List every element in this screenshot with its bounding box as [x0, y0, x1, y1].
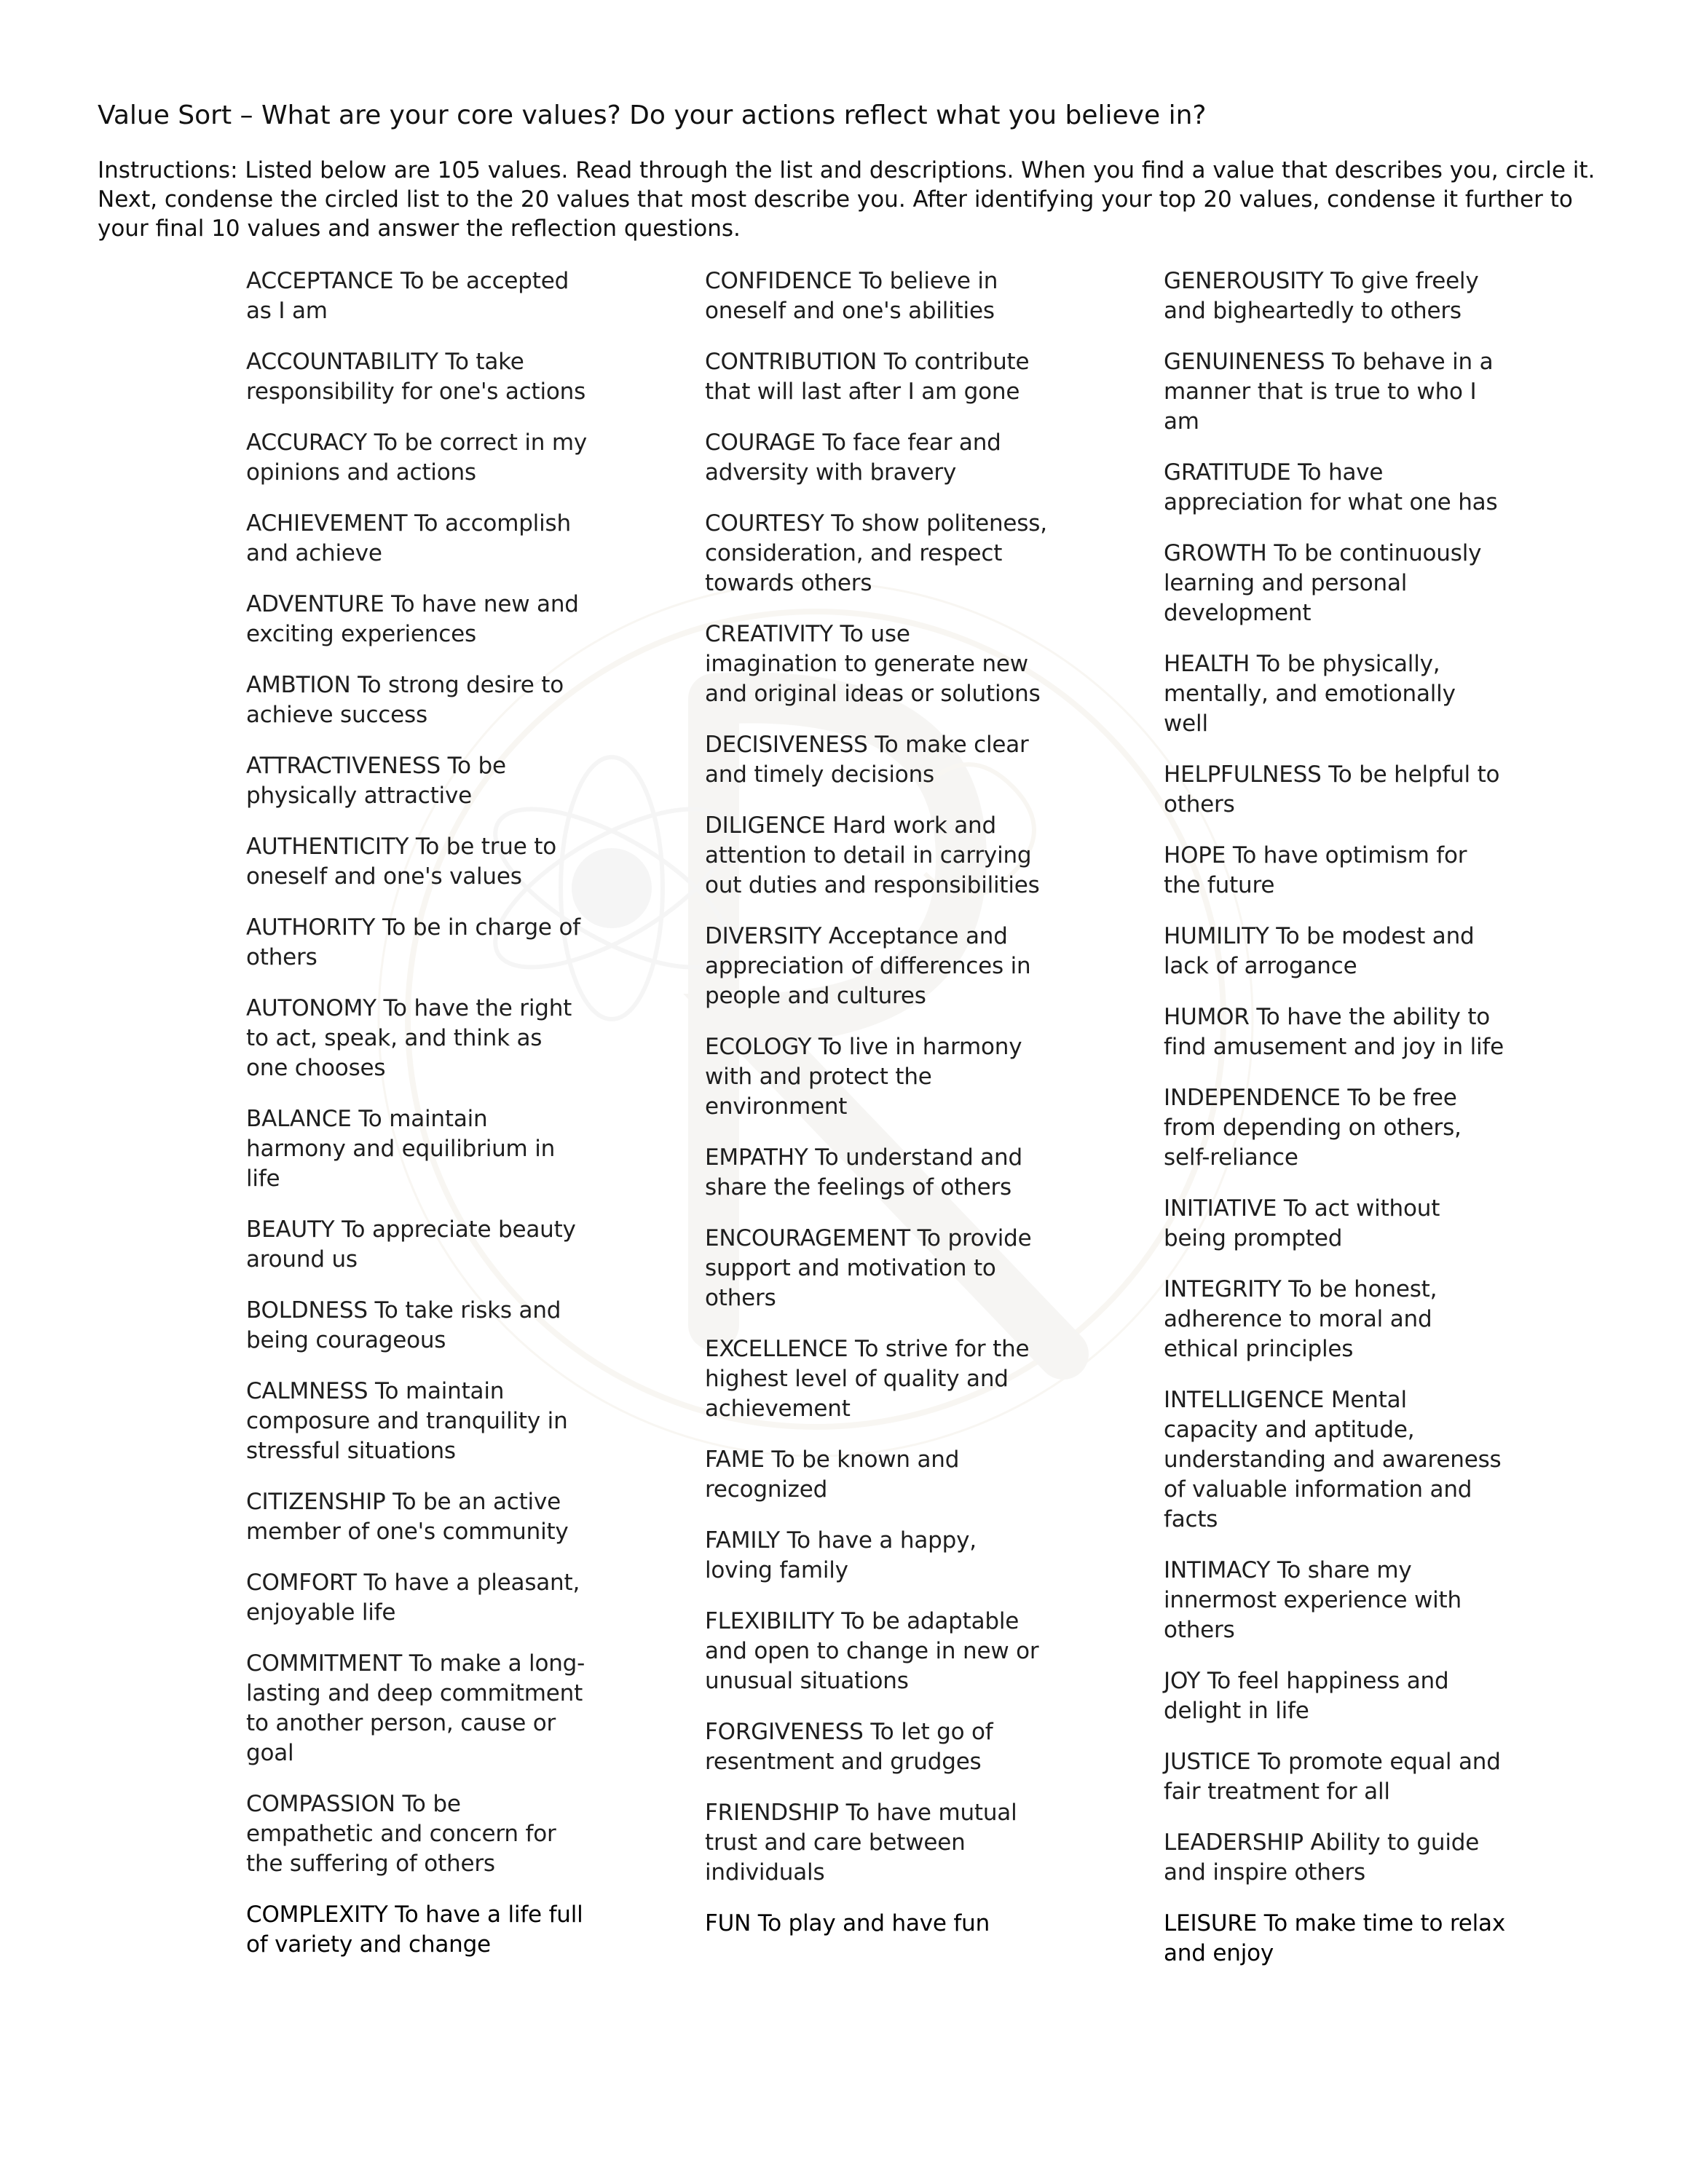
- instructions-paragraph: Instructions: Listed below are 105 values. Read through the list and descriptions. When you find a value that describes you, circle it. Next, condense the circled list to the 20 values that most describe you. After identifying your top 20 values, condense it further to your final 10 values and answer the reflection questions.: [98, 157, 1596, 242]
- values-column-1: [246, 266, 588, 1981]
- value-item: FUN To play and have fun: [705, 1910, 990, 1936]
- value-item: CALMNESS To maintain composure and tranquility in stressful situations: [246, 1378, 568, 1464]
- value-item: INITIATIVE To act without being prompted: [1164, 1195, 1440, 1251]
- value-item: AUTHORITY To be in charge of others: [246, 914, 580, 970]
- value-item: INDEPENDENCE To be free from depending on others, self-reliance: [1164, 1085, 1462, 1171]
- value-item: HOPE To have optimism for the future: [1164, 842, 1467, 898]
- value-item: ACCOUNTABILITY To take responsibility for one's actions: [246, 349, 586, 405]
- value-item: COURTESY To show politeness, consideration, and respect towards others: [705, 510, 1047, 596]
- value-item: ADVENTURE To have new and exciting experiences: [246, 591, 579, 647]
- value-item: FAMILY To have a happy, loving family: [705, 1527, 977, 1583]
- value-item: ECOLOGY To live in harmony with and protect the environment: [705, 1034, 1022, 1120]
- value-item: FLEXIBILITY To be adaptable and open to change in new or unusual situations: [705, 1608, 1039, 1694]
- value-item: ACCURACY To be correct in my opinions and actions: [246, 430, 588, 486]
- value-item: FAME To be known and recognized: [705, 1447, 960, 1503]
- value-item: FORGIVENESS To let go of resentment and grudges: [705, 1719, 993, 1775]
- value-item: HUMOR To have the ability to find amusement and joy in life: [1164, 1004, 1504, 1060]
- value-item: AUTHENTICITY To be true to oneself and one's values: [246, 834, 556, 890]
- value-item: LEADERSHIP Ability to guide and inspire others: [1164, 1829, 1480, 1886]
- value-item: AMBTION To strong desire to achieve success: [246, 672, 564, 728]
- value-item: CONFIDENCE To believe in oneself and one's abilities: [705, 268, 998, 324]
- value-item: CONTRIBUTION To contribute that will last after I am gone: [705, 349, 1030, 405]
- value-item: CREATIVITY To use imagination to generate new and original ideas or solutions: [705, 621, 1041, 707]
- values-column-2: [705, 266, 1047, 1960]
- value-item: GENUINENESS To behave in a manner that is true to who I am: [1164, 349, 1494, 435]
- value-item: GENEROUSITY To give freely and bigheartedly to others: [1164, 268, 1479, 324]
- value-item: GRATITUDE To have appreciation for what one has: [1164, 459, 1498, 515]
- value-item: JUSTICE To promote equal and fair treatment for all: [1164, 1749, 1501, 1805]
- value-item: INTIMACY To share my innermost experience with others: [1164, 1557, 1462, 1643]
- value-item: COMFORT To have a pleasant, enjoyable life: [246, 1570, 580, 1626]
- value-item: CITIZENSHIP To be an active member of one's community: [246, 1489, 569, 1545]
- value-item: HELPFULNESS To be helpful to others: [1164, 761, 1500, 818]
- value-item: COMPLEXITY To have a life full of variety and change: [246, 1902, 583, 1958]
- value-item: AUTONOMY To have the right to act, speak, and think as one chooses: [246, 995, 572, 1081]
- value-item: DILIGENCE Hard work and attention to detail in carrying out duties and responsibilities: [705, 812, 1040, 898]
- value-item: ACCEPTANCE To be accepted as I am: [246, 268, 569, 324]
- value-item: HUMILITY To be modest and lack of arrogance: [1164, 923, 1475, 979]
- value-item: EMPATHY To understand and share the feelings of others: [705, 1144, 1022, 1200]
- value-item: INTEGRITY To be honest, adherence to moral and ethical principles: [1164, 1276, 1437, 1362]
- value-item: ATTRACTIVENESS To be physically attractive: [246, 753, 506, 809]
- value-item: GROWTH To be continuously learning and personal development: [1164, 540, 1482, 626]
- value-item: COURAGE To face fear and adversity with bravery: [705, 430, 1001, 486]
- page-title: Value Sort – What are your core values? Do your actions reflect what you believe in?: [98, 100, 1207, 130]
- value-item: COMPASSION To be empathetic and concern for the suffering of others: [246, 1791, 556, 1877]
- value-item: BEAUTY To appreciate beauty around us: [246, 1216, 576, 1273]
- value-item: LEISURE To make time to relax and enjoy: [1164, 1910, 1505, 1966]
- value-item: INTELLIGENCE Mental capacity and aptitude, understanding and awareness of valuable information and facts: [1164, 1387, 1502, 1532]
- value-item: JOY To feel happiness and delight in life: [1164, 1668, 1449, 1724]
- value-item: BALANCE To maintain harmony and equilibrium in life: [246, 1106, 556, 1192]
- value-item: ENCOURAGEMENT To provide support and motivation to others: [705, 1225, 1032, 1311]
- value-item: COMMITMENT To make a long-lasting and deep commitment to another person, cause or goal: [246, 1650, 585, 1766]
- value-item: BOLDNESS To take risks and being courageous: [246, 1297, 561, 1353]
- value-item: EXCELLENCE To strive for the highest level of quality and achievement: [705, 1336, 1030, 1422]
- value-item: ACHIEVEMENT To accomplish and achieve: [246, 510, 571, 566]
- values-column-3: [1164, 266, 1506, 1990]
- value-item: DECISIVENESS To make clear and timely decisions: [705, 732, 1029, 788]
- value-item: FRIENDSHIP To have mutual trust and care between individuals: [705, 1800, 1017, 1886]
- value-item: HEALTH To be physically, mentally, and emotionally well: [1164, 651, 1456, 737]
- value-item: DIVERSITY Acceptance and appreciation of differences in people and cultures: [705, 923, 1031, 1009]
